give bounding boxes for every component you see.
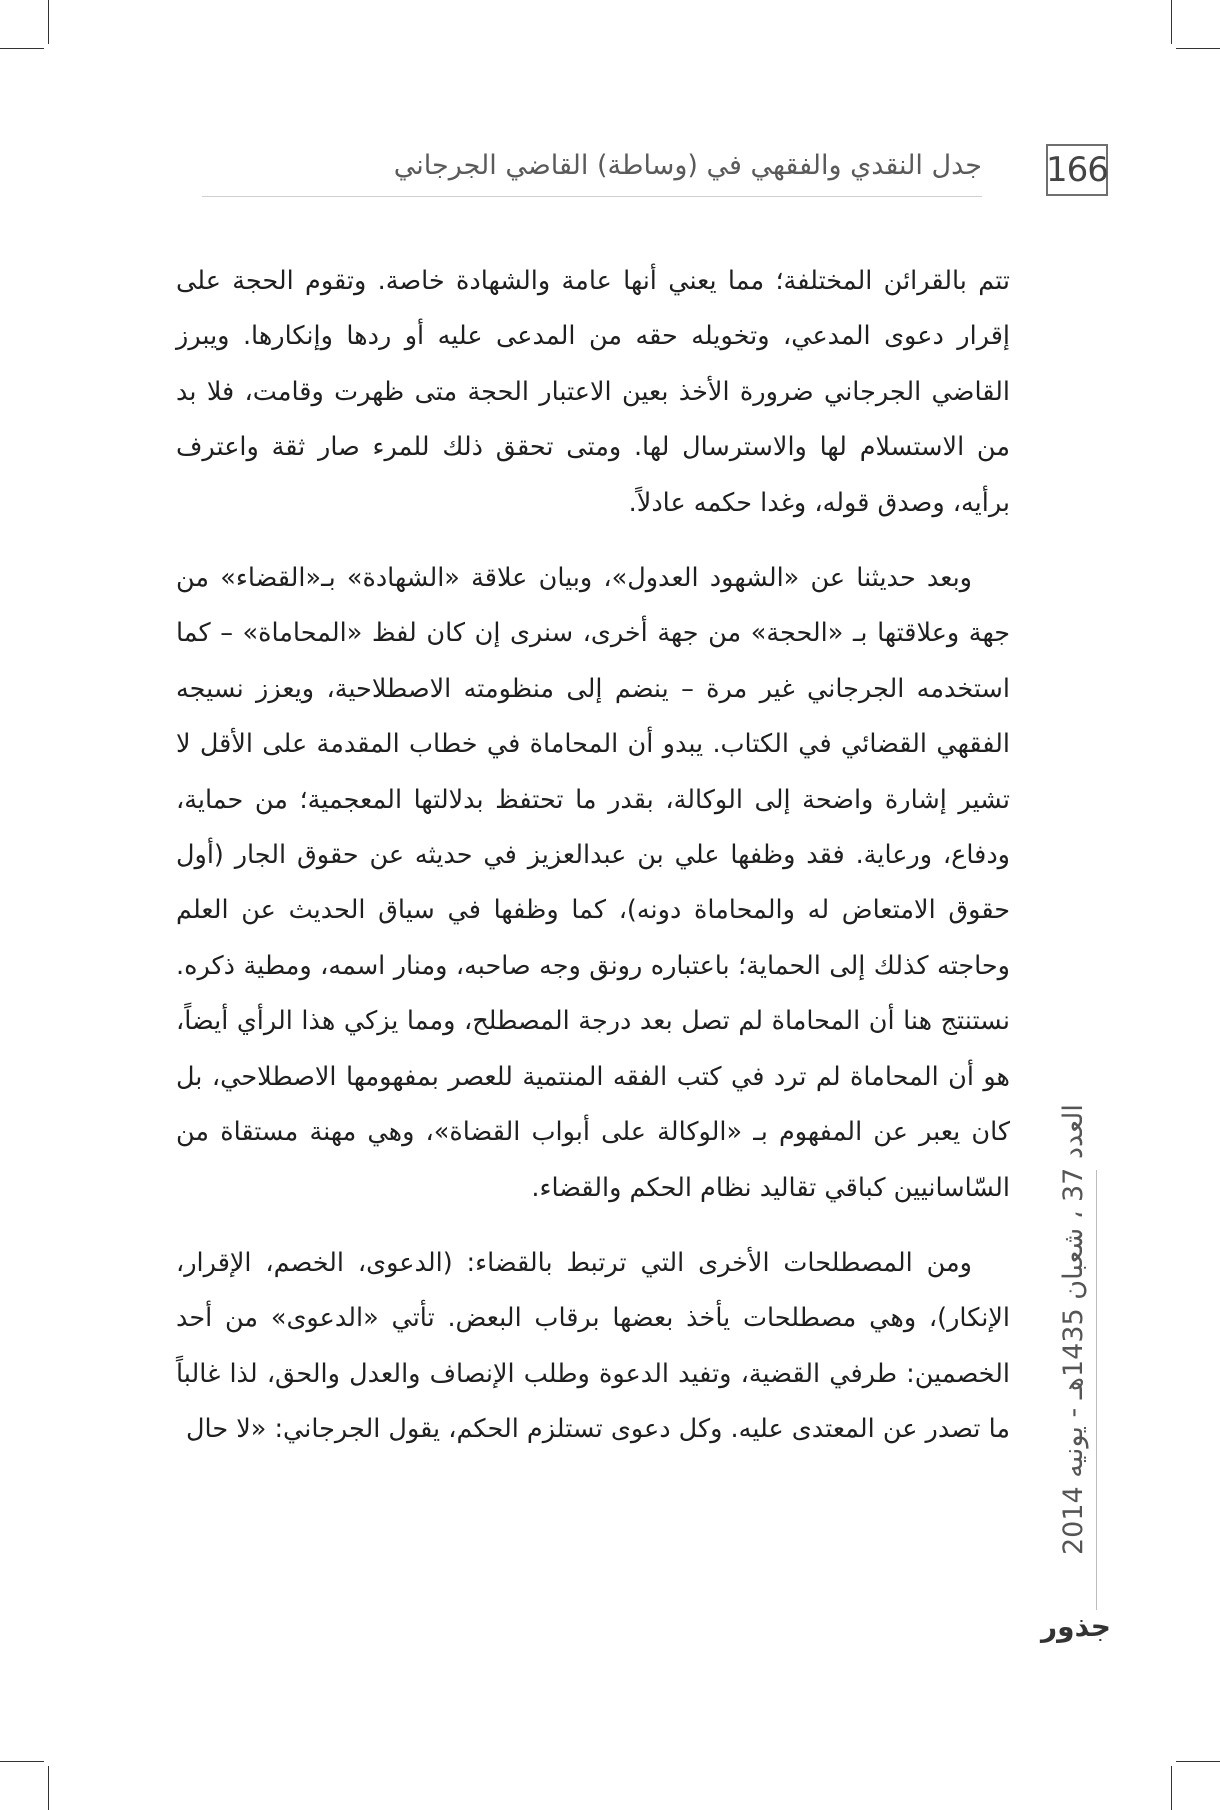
crop-mark [1176,48,1220,49]
crop-mark [48,1766,49,1810]
paragraph: ومن المصطلحات الأخرى التي ترتبط بالقضاء: (الدعوى، الخصم، الإقرار، الإنكار)، وهي مصطلحات يأخذ بعضها برقاب البعض. تأتي «الدعوى» من أحد الخصمين: طرفي القضية، وتفيد الدعوة وطلب الإنصاف والعدل والحق، لذا غالباً ما تصدر عن المعتدى عليه. وكل دعوى تستلزم الحكم، يقول الجرجاني: «لا حال [176,1247,1010,1445]
crop-mark [0,1761,44,1762]
page-number: 166 [1046,144,1108,196]
paragraph: تتم بالقرائن المختلفة؛ مما يعني أنها عامة والشهادة خاصة. وتقوم الحجة على إقرار دعوى المدعي، وتخويله حقه من المدعى عليه أو ردها وإنكارها. ويبرز القاضي الجرجاني ضرورة الأخذ بعين الاعتبار الحجة متى ظهرت وقامت، فلا بد من الاستسلام لها والاسترسال لها. ومتى تحقق ذلك للمرء صار ثقة واعترف برأيه، وصدق قوله، وغدا حكمه عادلاً. [176,266,1010,518]
article-body [176,254,1010,1458]
crop-mark [1171,0,1172,44]
issue-text: العدد 37 ، شعبان 1435هـ - يونيه 2014 [1058,1104,1089,1555]
crop-mark [1176,1761,1220,1762]
crop-mark [1171,1766,1172,1810]
crop-mark [0,48,44,49]
crop-mark [48,0,49,44]
issue-info [1058,1104,1089,1577]
header-divider [202,196,982,197]
journal-logo: جذور [1041,1610,1111,1643]
side-divider [1096,1170,1097,1610]
paragraph: وبعد حديثنا عن «الشهود العدول»، وبيان علاقة «الشهادة» بـ«القضاء» من جهة وعلاقتها بـ «الحجة» من جهة أخرى، سنرى إن كان لفظ «المحاماة» – كما استخدمه الجرجاني غير مرة – ينضم إلى منظومته الاصطلاحية، ويعزز نسيجه الفقهي القضائي في الكتاب. يبدو أن المحاماة في خطاب المقدمة على الأقل لا تشير إشارة واضحة إلى الوكالة، بقدر ما تحتفظ بدلالتها المعجمية؛ من حماية، ودفاع، ورعاية. فقد وظفها علي بن عبدالعزيز في حديثه عن حقوق الجار (أول حقوق الامتعاض له والمحاماة دونه)، كما وظفها في سياق الحديث عن العلم وحاجته كذلك إلى الحماية؛ باعتباره رونق وجه صاحبه، ومنار اسمه، ومطية ذكره. نستنتج هنا أن المحاماة لم تصل بعد درجة المصطلح، ومما يزكي هذا الرأي أيضاً، هو أن المحاماة لم ترد في كتب الفقه المنتمية للعصر بمفهومها الاصطلاحي، بل كان يعبر عن المفهوم بـ «الوكالة على أبواب القضاة»، وهي مهنة مستقاة من السّاسانيين كباقي تقاليد نظام الحكم والقضاء. [176,563,1010,1203]
running-header-title: جدل النقدي والفقهي في (وساطة) القاضي الجرجاني [393,150,982,181]
